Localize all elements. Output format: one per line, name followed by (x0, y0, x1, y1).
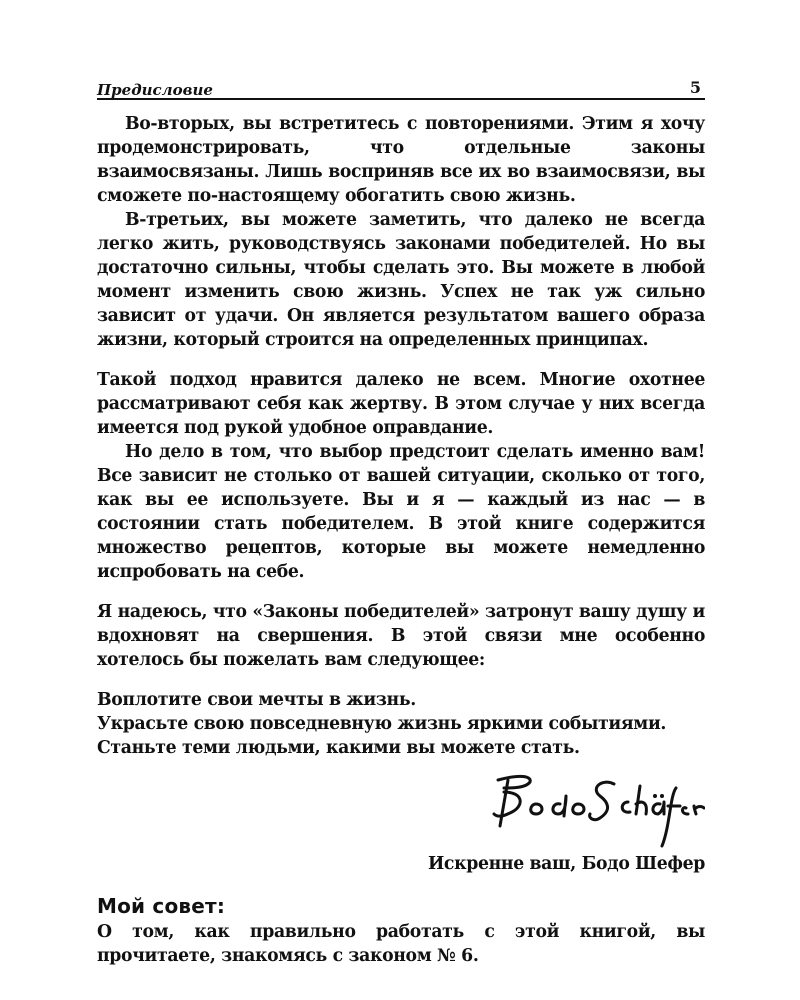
sign-off: Искренне ваш, Бодо Шефер (427, 854, 705, 874)
page-header (97, 78, 705, 100)
paragraph-third-point: В-третьих, вы можете заметить, что далеко не всегда легко жить, руководствуясь законами победителей. Но вы достаточно сильны, чтобы сделать это. Вы можете в любой момент изменить свою жизнь. Успех не так уж сильно зависит от удачи. Он является результатом вашего образа жизни, который строится на определенных принципах. (97, 210, 705, 350)
closing-line-dreams: Воплотите свои мечты в жизнь. (97, 690, 416, 710)
handwritten-signature (490, 766, 705, 852)
tip-text: О том, как правильно работать с этой книгой, вы прочитаете, знакомясь с законом № 6. (97, 922, 705, 966)
tip-heading: Мой совет: (97, 894, 226, 918)
page-number: 5 (689, 78, 701, 97)
paragraph-hope: Я надеюсь, что «Законы победителей» затронут вашу душу и вдохновят на свершения. В этой связи мне особенно хотелось бы пожелать вам следующее: (97, 602, 705, 670)
body-text (97, 112, 705, 968)
closing-line-become: Станьте теми людьми, какими вы можете стать. (97, 738, 580, 758)
signature-area (97, 766, 705, 852)
paragraph-second-point: Во-вторых, вы встретитесь с повторениями. Этим я хочу продемонстрировать, что отдельные законы взаимосвязаны. Лишь восприняв все их во взаимосвязи, вы сможете по-настоящему обогатить свою жизнь. (97, 114, 705, 206)
book-page (97, 78, 705, 968)
running-title: Предисловие (97, 81, 213, 99)
paragraph-choice: Но дело в том, что выбор предстоит сделать именно вам! Все зависит не столько от вашей ситуации, сколько от того, как вы ее используете. Вы и я — каждый из нас — в состоянии стать победителем. В этой книге содержится множество рецептов, которые вы можете немедленно испробовать на себе. (97, 442, 705, 582)
closing-line-events: Украсьте свою повседневную жизнь яркими событиями. (97, 714, 667, 734)
paragraph-approach: Такой подход нравится далеко не всем. Многие охотнее рассматривают себя как жертву. В этом случае у них всегда имеется под рукой удобное оправдание. (97, 370, 705, 438)
